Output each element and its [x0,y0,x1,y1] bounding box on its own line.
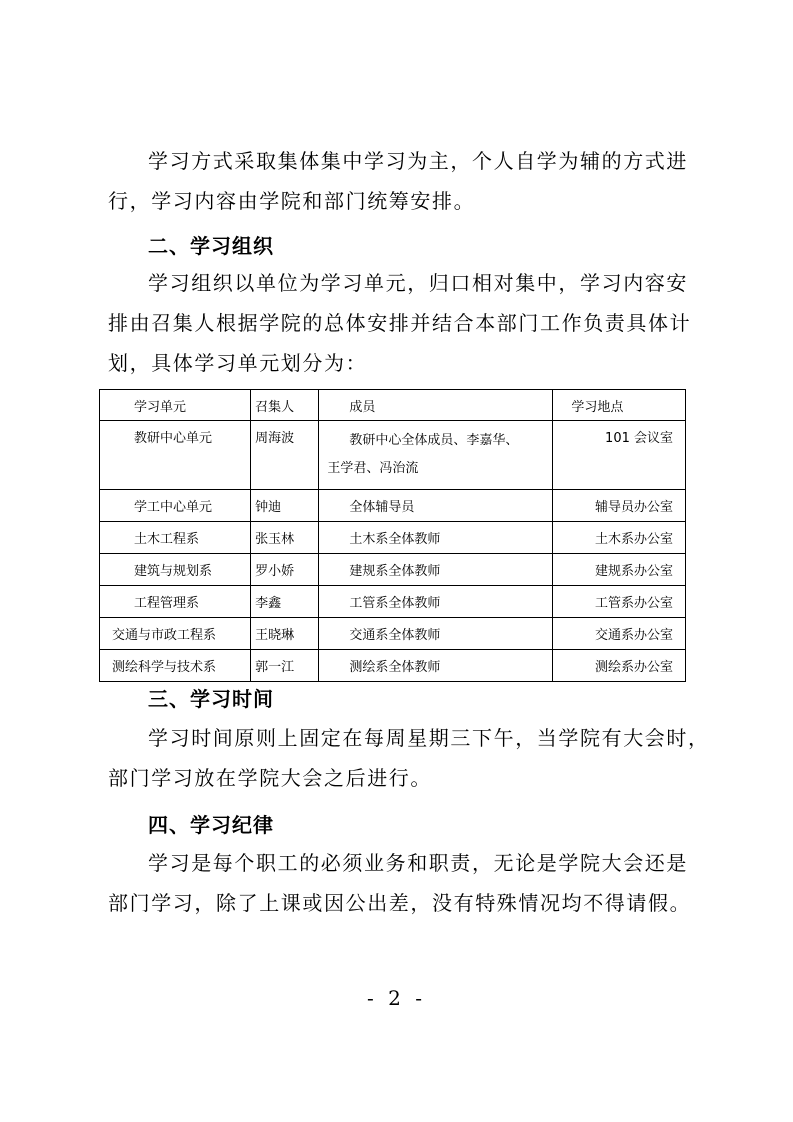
cell-members: 测绘系全体教师 [319,650,553,682]
study-units-table [99,389,686,682]
cell-unit: 土木工程系 [100,522,251,554]
cell-members: 土木系全体教师 [319,522,553,554]
text-line: 划，具体学习单元划分为： [108,351,368,375]
text-line: 学习时间原则上固定在每周星期三下午，当学院有大会时， [148,726,710,750]
page-number: - 2 - [367,986,426,1010]
cell-convener: 李鑫 [251,586,319,618]
header-unit: 学习单元 [100,390,251,421]
text-line: 学习是每个职工的必须业务和职责，无论是学院大会还是 [148,851,688,875]
table-row [100,522,686,554]
cell-members: 交通系全体教师 [319,618,553,650]
cell-convener: 周海波 [251,421,319,490]
cell-members: 工管系全体教师 [319,586,553,618]
text-line: 部门学习放在学院大会之后进行。 [108,766,432,790]
cell-unit: 交通与市政工程系 [100,618,251,650]
header-convener: 召集人 [251,390,319,421]
cell-members: 教研中心全体成员、李嘉华、 王学君、冯治流 [319,421,553,490]
table-row [100,554,686,586]
table-row [100,586,686,618]
table-row [100,490,686,522]
table-row [100,618,686,650]
text-line: 部门学习，除了上课或因公出差，没有特殊情况均不得请假。 [108,891,692,915]
cell-location: 土木系办公室 [553,522,686,554]
cell-location: 辅导员办公室 [553,490,686,522]
header-members: 成员 [319,390,553,421]
text-line: 学习组织以单位为学习单元，归口相对集中，学习内容安 [148,271,688,295]
paragraph-discipline [108,843,692,923]
cell-location: 101 会议室 [553,421,686,490]
table-header-row [100,390,686,421]
paragraph-method [108,141,686,221]
cell-unit: 工程管理系 [100,586,251,618]
cell-unit: 测绘科学与技术系 [100,650,251,682]
section-heading-time: 三、学习时间 [148,687,274,711]
text-line: 排由召集人根据学院的总体安排并结合本部门工作负责具体计 [108,311,692,335]
cell-location: 测绘系办公室 [553,650,686,682]
text-line: 学习方式采取集体集中学习为主，个人自学为辅的方式进 [148,149,688,173]
paragraph-time [108,718,710,798]
cell-location: 建规系办公室 [553,554,686,586]
cell-convener: 罗小娇 [251,554,319,586]
cell-location: 交通系办公室 [553,618,686,650]
cell-unit: 教研中心单元 [100,421,251,490]
cell-unit: 学工中心单元 [100,490,251,522]
cell-members: 建规系全体教师 [319,554,553,586]
header-location: 学习地点 [553,390,686,421]
cell-location: 工管系办公室 [553,586,686,618]
table-row [100,650,686,682]
cell-unit: 建筑与规划系 [100,554,251,586]
paragraph-organization [108,263,692,383]
cell-convener: 王晓琳 [251,618,319,650]
section-heading-discipline: 四、学习纪律 [148,813,274,837]
table-row [100,421,686,490]
cell-members: 全体辅导员 [319,490,553,522]
section-heading-organization: 二、学习组织 [148,234,274,258]
text-line: 行，学习内容由学院和部门统筹安排。 [108,189,476,213]
cell-convener: 钟迪 [251,490,319,522]
cell-convener: 郭一江 [251,650,319,682]
cell-convener: 张玉林 [251,522,319,554]
